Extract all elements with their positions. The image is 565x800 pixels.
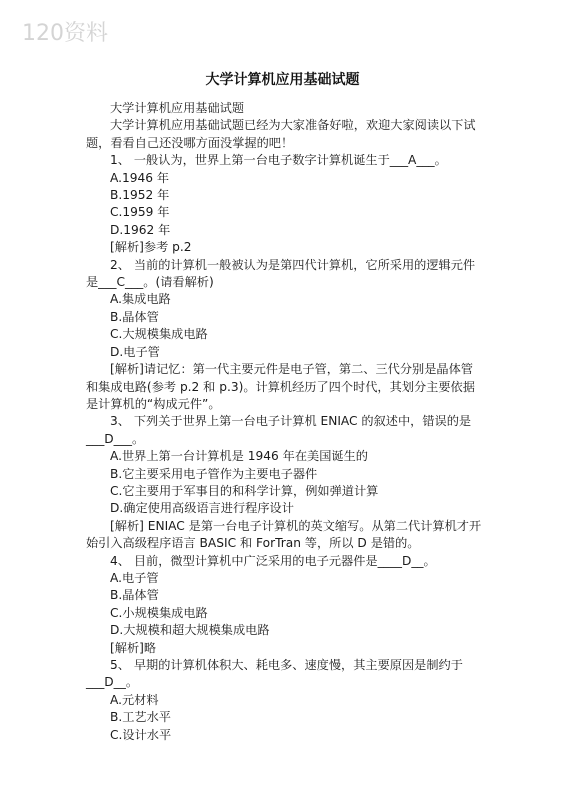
document-body (86, 100, 484, 744)
paragraph: 大学计算机应用基础试题已经为大家准备好啦，欢迎大家阅读以下试题，看看自己还没哪方面没掌握的吧！ (86, 118, 476, 150)
option-line: B.它主要采用电子管作为主要电子器件 (110, 466, 318, 481)
option-line: A.世界上第一台计算机是 1946 年在美国诞生的 (110, 449, 368, 464)
option-line: B.工艺水平 (110, 710, 171, 725)
paragraph: 1、 一般认为，世界上第一台电子数字计算机诞生于___A___。 (110, 153, 447, 168)
option-line: B.晶体管 (110, 309, 159, 324)
option-line: D.1962 年 (110, 222, 171, 237)
document-title: 大学计算机应用基础试题 (205, 72, 360, 88)
option-line: B.晶体管 (110, 588, 159, 603)
paragraph: [解析] ENIAC 是第一台电子计算机的英文缩写。从第二代计算机才开始引入高级程序语言 BASIC 和 ForTran 等，所以 D 是错的。 (86, 518, 482, 551)
paragraph: 4、 目前，微型计算机中广泛采用的电子元器件是____D__。 (110, 553, 436, 568)
paragraph: 3、 下列关于世界上第一台电子计算机 ENIAC 的叙述中，错误的是___D___。 (86, 414, 472, 446)
paragraph: 大学计算机应用基础试题 (110, 101, 245, 115)
option-line: C.它主要用于军事目的和科学计算，例如弹道计算 (110, 483, 379, 498)
paragraph: 5、 早期的计算机体积大、耗电多、速度慢，其主要原因是制约于___D__。 (86, 658, 463, 690)
option-line: D.电子管 (110, 344, 160, 359)
watermark-logo: 120资料 (22, 21, 108, 46)
option-line: B.1952 年 (110, 188, 170, 203)
paragraph: [解析]请记忆：第一代主要元件是电子管，第二、三代分别是晶体管和集成电路(参考 p.2 和 p.3)。计算机经历了四个时代，其划分主要依据是计算机的“构成元件”。 (86, 362, 475, 411)
option-line: A.集成电路 (110, 292, 171, 307)
option-line: A.电子管 (110, 570, 159, 585)
paragraph: 2、 当前的计算机一般被认为是第四代计算机，它所采用的逻辑元件是___C___。(请看解析) (86, 257, 476, 290)
option-line: C.小规模集成电路 (110, 605, 208, 620)
option-line: [解析]参考 p.2 (110, 240, 192, 255)
option-line: D.确定使用高级语言进行程序设计 (110, 501, 294, 516)
option-line: C.1959 年 (110, 205, 170, 220)
option-line: A.元材料 (110, 692, 159, 707)
option-line: D.大规模和超大规模集成电路 (110, 623, 270, 638)
option-line: A.1946 年 (110, 170, 170, 185)
option-line: C.大规模集成电路 (110, 327, 208, 342)
option-line: [解析]略 (110, 640, 157, 655)
option-line: C.设计水平 (110, 727, 172, 742)
